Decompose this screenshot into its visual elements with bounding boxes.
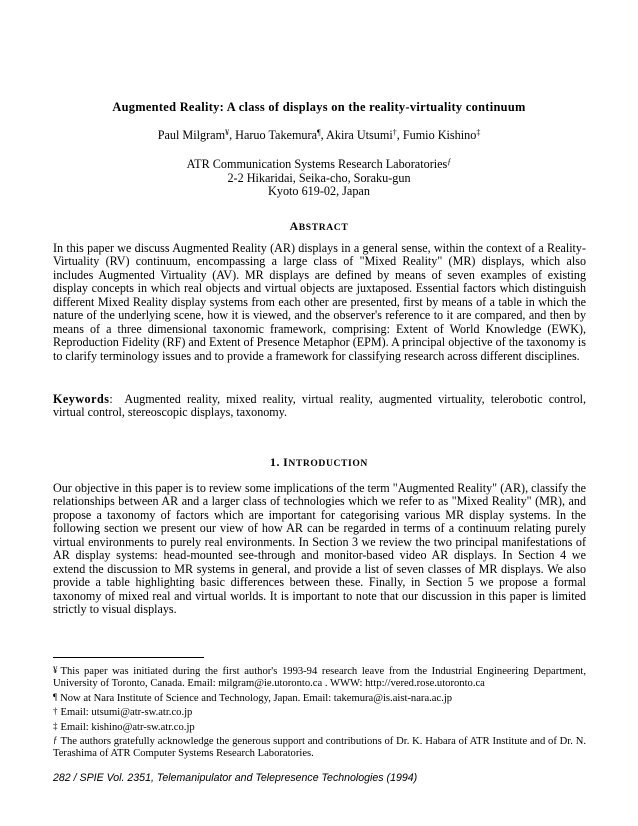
footnote bbox=[53, 720, 586, 734]
heading-initial: I bbox=[283, 455, 289, 469]
footnote-text: Email: utsumi@atr-sw.atr.co.jp bbox=[60, 707, 193, 719]
heading-rest: BSTRACT bbox=[298, 222, 349, 233]
author-mark: ‡ bbox=[476, 128, 481, 137]
footnote-mark: ¶ bbox=[53, 691, 58, 702]
footnote-text: This paper was initiated during the first author's 1993-94 research leave from the Industrial Engineering Department, University of Toronto, Canada. Email: milgram@ie.utoronto.ca . WWW: http://vered.rose.utoronto.ca bbox=[53, 666, 586, 690]
author-name: Haruo Takemura bbox=[235, 128, 317, 142]
introduction-text: Our objective in this paper is to review some implications of the term "Augmented Reality" (AR), classify the relationships between AR and a larger class of technologies which we refer to as "Mixed Reality" (MR), and propose a taxonomy of factors which are important for categorising various MR display systems. In the following section we present our view of how AR can be regarded in terms of a continuum relating purely virtual environments to purely real environments. In Section 3 we review the two principal manifestations of AR display systems: head-mounted see-through and monitor-based video AR displays. In Section 4 we extend the discussion to MR systems in general, and provide a list of seven classes of MR displays. We also provide a table highlighting basic differences between these. Finally, in Section 5 we propose a formal taxonomy of mixed real and virtual worlds. It is important to note that our discussion in this paper is limited strictly to visual displays. bbox=[53, 481, 586, 617]
section-number: 1. bbox=[270, 455, 281, 469]
footnote bbox=[53, 705, 586, 719]
author-mark: ¶ bbox=[317, 128, 321, 137]
footnote bbox=[53, 664, 586, 691]
keywords-text: Augmented reality, mixed reality, virtual reality, augmented virtuality, telerobotic control, virtual control, stereoscopic displays, taxonomy. bbox=[53, 392, 586, 420]
footnote-text: Email: kishino@atr-sw.atr.co.jp bbox=[60, 721, 195, 733]
footnote bbox=[53, 691, 586, 705]
footnote-mark: ¥ bbox=[53, 665, 58, 675]
author-name: Fumio Kishino bbox=[402, 128, 477, 142]
footnote-mark: ƒ bbox=[53, 735, 58, 746]
affiliation-line: Kyoto 619-02, Japan bbox=[268, 184, 370, 198]
affiliation-line: ATR Communication Systems Research Laboratories bbox=[186, 157, 448, 171]
footnote-mark: † bbox=[53, 706, 58, 717]
footnote-mark: ‡ bbox=[53, 720, 58, 731]
affiliation bbox=[54, 155, 584, 199]
author-list: Paul Milgram¥, Haruo Takemura¶, Akira Utsumi†, Fumio Kishino‡ bbox=[157, 128, 481, 142]
footnote bbox=[53, 734, 586, 761]
paper-title: Augmented Reality: A class of displays on the reality-virtuality continuum bbox=[112, 100, 526, 114]
heading-rest: NTRODUCTION bbox=[288, 458, 368, 469]
author-name: Paul Milgram bbox=[157, 128, 226, 142]
footnote-text: Now at Nara Institute of Science and Technology, Japan. Email: takemura@is.aist-nara.ac.jp bbox=[60, 692, 453, 704]
abstract-heading bbox=[54, 219, 584, 234]
affiliation-mark: ƒ bbox=[447, 157, 452, 166]
section-heading-introduction bbox=[54, 455, 584, 470]
author-mark: ¥ bbox=[225, 128, 230, 137]
abstract-text: In this paper we discuss Augmented Reality (AR) displays in a general sense, within the context of a Reality-Virtuality (RV) continuum, encompassing a large class of "Mixed Reality" (MR) displays, which also includes Augmented Virtuality (AV). MR displays are defined by means of seven examples of existing display concepts in which real objects and virtual objects are juxtaposed. Essential factors which distinguish different Mixed Reality display systems from each other are presented, first by means of a table in which the nature of the underlying scene, how it is viewed, and the observer's reference to it are compared, and then by means of a three dimensional taxonomic framework, comprising: Extent of World Knowledge (EWK), Reproduction Fidelity (RF) and Extent of Presence Metaphor (EPM). A principal objective of the taxonomy is to clarify terminology issues and to provide a framework for classifying research across different disciplines. bbox=[53, 241, 586, 363]
footnotes bbox=[53, 664, 586, 761]
keywords: Keywords: Augmented reality, mixed reality, virtual reality, augmented virtuality, telerobotic control, virtual control, stereoscopic displays, taxonomy. bbox=[53, 392, 586, 420]
author-mark: † bbox=[392, 128, 397, 137]
footnote-text: The authors gratefully acknowledge the generous support and contributions of Dr. K. Habara of ATR Institute and of Dr. N. Terashima of ATR Computer Systems Research Laboratories. bbox=[53, 736, 586, 760]
heading-initial: A bbox=[289, 219, 299, 233]
footnote-divider bbox=[53, 657, 204, 658]
author-name: Akira Utsumi bbox=[326, 128, 393, 142]
keywords-label: Keywords bbox=[53, 392, 110, 406]
page-footer: 282 / SPIE Vol. 2351, Telemanipulator and Telepresence Technologies (1994) bbox=[53, 772, 418, 784]
affiliation-line: 2-2 Hikaridai, Seika-cho, Soraku-gun bbox=[227, 170, 411, 185]
